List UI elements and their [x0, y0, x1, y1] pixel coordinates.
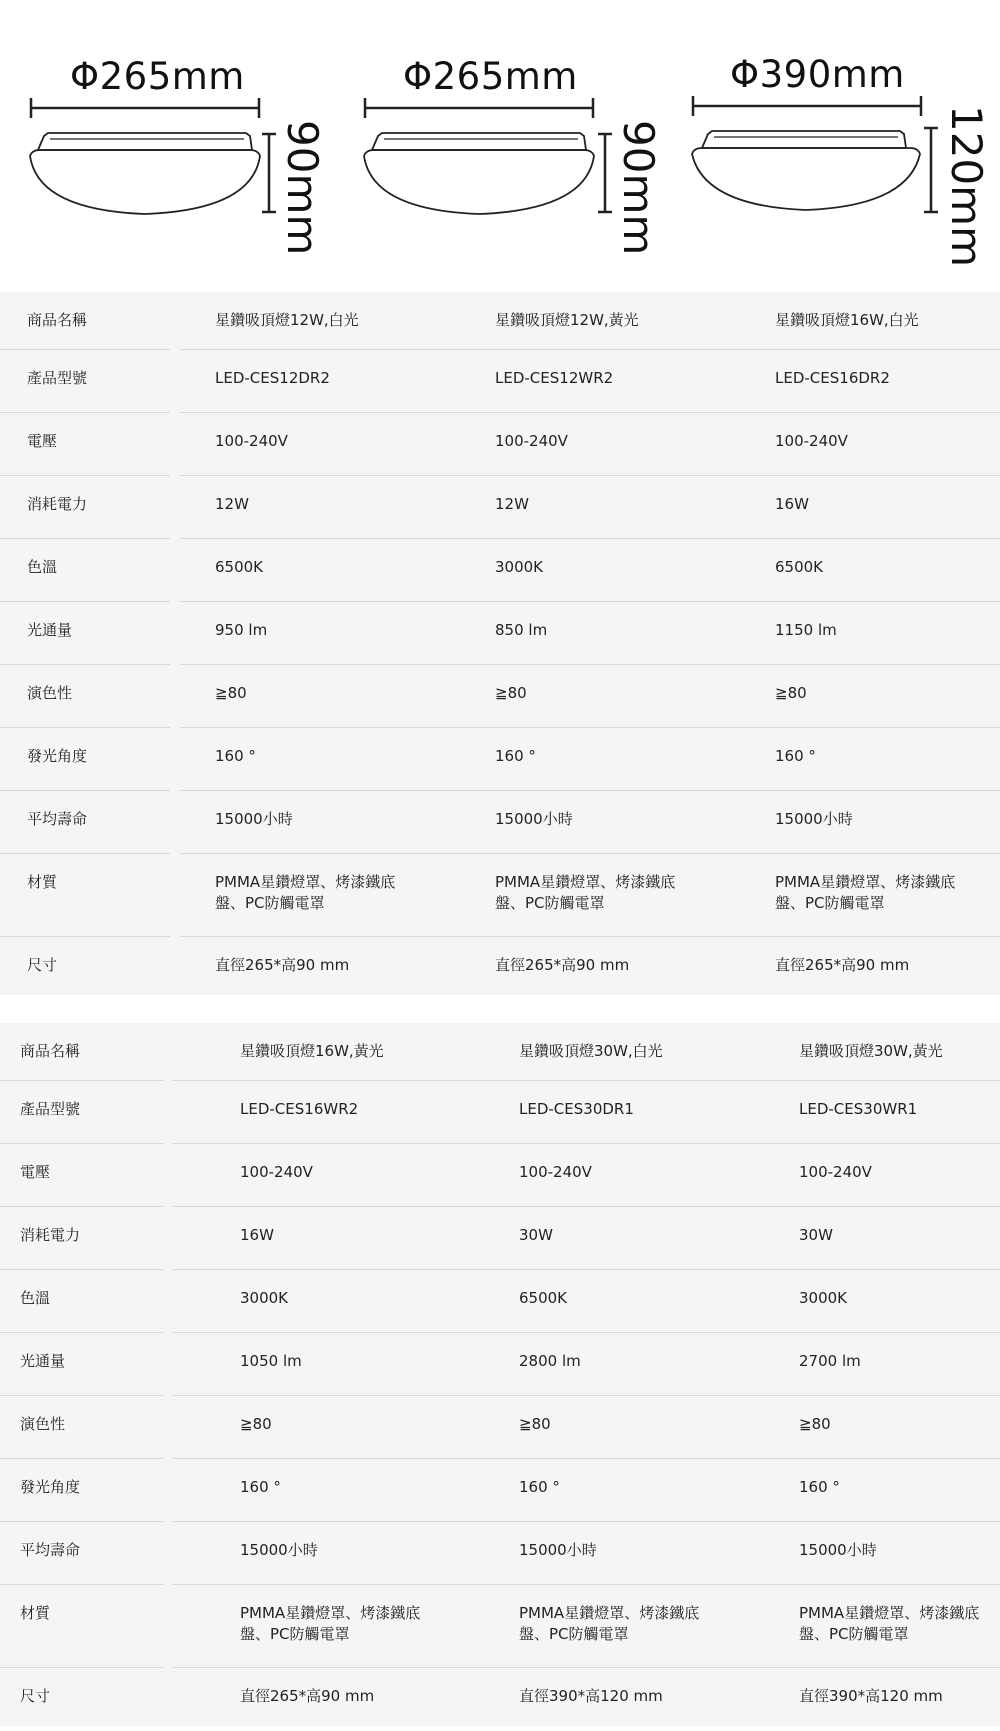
spec-value-material-2: 盤、PC防觸電罩: [775, 894, 885, 912]
spec-value-material-2: 盤、PC防觸電罩: [519, 1625, 629, 1643]
spec-row-model: [0, 350, 1000, 413]
spec-value-power: 30W: [799, 1226, 833, 1244]
row-label: 光通量: [27, 621, 73, 639]
spec-value-angle: 160 °: [215, 747, 256, 765]
spec-value-color-temp: 3000K: [799, 1289, 848, 1307]
lamp-1-diameter: Φ265mm: [70, 55, 245, 98]
spec-value-power: 12W: [215, 495, 249, 513]
spec-value-life: 15000小時: [495, 810, 573, 828]
row-label: 產品型號: [27, 369, 88, 387]
spec-value-lumen: 1150 lm: [775, 621, 837, 639]
spec-value-cri: ≧80: [799, 1415, 831, 1433]
spec-value-material-2: 盤、PC防觸電罩: [215, 894, 325, 912]
spec-table-2: [0, 1023, 1000, 1726]
lamp-3-height: 120mm: [942, 105, 991, 267]
spec-value-model: LED-CES12DR2: [215, 369, 330, 387]
spec-row-color-temp: [0, 1270, 1000, 1333]
spec-value-voltage: 100-240V: [519, 1163, 592, 1181]
spec-value-power: 16W: [775, 495, 809, 513]
spec-value-life: 15000小時: [775, 810, 853, 828]
spec-row-material: [0, 854, 1000, 937]
spec-row-life: [0, 1522, 1000, 1585]
spec-value-life: 15000小時: [799, 1541, 877, 1559]
row-label: 色溫: [27, 558, 58, 576]
spec-value-life: 15000小時: [215, 810, 293, 828]
spec-value-material-2: 盤、PC防觸電罩: [799, 1625, 909, 1643]
spec-row-name: [0, 292, 1000, 350]
spec-value-name: 星鑽吸頂燈12W,黃光: [495, 311, 639, 329]
lamp-2-diameter: Φ265mm: [403, 55, 578, 98]
lamp-outlines: [0, 0, 1000, 290]
spec-row-cri: [0, 665, 1000, 728]
spec-row-cri: [0, 1396, 1000, 1459]
spec-value-name: 星鑽吸頂燈12W,白光: [215, 311, 359, 329]
spec-value-cri: ≧80: [215, 684, 247, 702]
spec-value-voltage: 100-240V: [799, 1163, 872, 1181]
spec-value-material-1: PMMA星鑽燈罩、烤漆鐵底: [775, 873, 956, 891]
spec-row-lumen: [0, 1333, 1000, 1396]
spec-row-power: [0, 1207, 1000, 1270]
spec-value-model: LED-CES16DR2: [775, 369, 890, 387]
spec-value-model: LED-CES12WR2: [495, 369, 614, 387]
spec-value-name: 星鑽吸頂燈30W,黃光: [799, 1042, 943, 1060]
spec-value-voltage: 100-240V: [495, 432, 568, 450]
spec-value-power: 12W: [495, 495, 529, 513]
spec-value-color-temp: 3000K: [495, 558, 544, 576]
spec-value-material-2: 盤、PC防觸電罩: [495, 894, 605, 912]
spec-value-model: LED-CES30WR1: [799, 1100, 918, 1118]
spec-value-color-temp: 6500K: [215, 558, 264, 576]
spec-value-lumen: 1050 lm: [240, 1352, 302, 1370]
row-label: 尺寸: [27, 956, 58, 974]
row-label: 演色性: [20, 1415, 66, 1433]
spec-row-angle: [0, 728, 1000, 791]
spec-value-color-temp: 3000K: [240, 1289, 289, 1307]
spec-row-power: [0, 476, 1000, 539]
row-label: 平均壽命: [27, 810, 88, 828]
spec-value-power: 30W: [519, 1226, 553, 1244]
row-label: 尺寸: [20, 1687, 51, 1705]
spec-value-material-1: PMMA星鑽燈罩、烤漆鐵底: [495, 873, 676, 891]
spec-value-cri: ≧80: [519, 1415, 551, 1433]
spec-value-size: 直徑265*高90 mm: [775, 956, 910, 974]
spec-value-size: 直徑265*高90 mm: [495, 956, 630, 974]
spec-value-name: 星鑽吸頂燈16W,黃光: [240, 1042, 384, 1060]
lamp-1-height: 90mm: [278, 120, 327, 256]
spec-value-material-1: PMMA星鑽燈罩、烤漆鐵底: [519, 1604, 700, 1622]
spec-value-color-temp: 6500K: [519, 1289, 568, 1307]
spec-value-model: LED-CES30DR1: [519, 1100, 634, 1118]
spec-row-angle: [0, 1459, 1000, 1522]
spec-row-model: [0, 1081, 1000, 1144]
lamp-3-diameter: Φ390mm: [730, 53, 905, 96]
row-label: 發光角度: [27, 747, 88, 765]
row-label: 消耗電力: [27, 495, 88, 513]
row-label: 材質: [20, 1604, 51, 1622]
row-label: 電壓: [27, 432, 58, 450]
spec-value-name: 星鑽吸頂燈16W,白光: [775, 311, 919, 329]
spec-row-name: [0, 1023, 1000, 1081]
spec-value-name: 星鑽吸頂燈30W,白光: [519, 1042, 663, 1060]
spec-value-voltage: 100-240V: [215, 432, 288, 450]
spec-row-voltage: [0, 413, 1000, 476]
row-label: 演色性: [27, 684, 73, 702]
row-label: 平均壽命: [20, 1541, 81, 1559]
spec-value-angle: 160 °: [799, 1478, 840, 1496]
spec-value-life: 15000小時: [240, 1541, 318, 1559]
spec-value-lumen: 2800 lm: [519, 1352, 581, 1370]
spec-row-voltage: [0, 1144, 1000, 1207]
spec-row-material: [0, 1585, 1000, 1668]
spec-value-angle: 160 °: [495, 747, 536, 765]
spec-value-material-1: PMMA星鑽燈罩、烤漆鐵底: [240, 1604, 421, 1622]
spec-row-life: [0, 791, 1000, 854]
row-label: 商品名稱: [27, 311, 88, 329]
spec-value-material-1: PMMA星鑽燈罩、烤漆鐵底: [799, 1604, 980, 1622]
row-label: 產品型號: [20, 1100, 81, 1118]
row-label: 消耗電力: [20, 1226, 81, 1244]
row-label: 電壓: [20, 1163, 51, 1181]
spec-row-size: [0, 1668, 1000, 1726]
row-label: 材質: [27, 873, 58, 891]
spec-value-model: LED-CES16WR2: [240, 1100, 359, 1118]
spec-value-lumen: 2700 lm: [799, 1352, 861, 1370]
row-label: 發光角度: [20, 1478, 81, 1496]
spec-value-angle: 160 °: [519, 1478, 560, 1496]
spec-value-size: 直徑390*高120 mm: [519, 1687, 663, 1705]
spec-value-angle: 160 °: [775, 747, 816, 765]
spec-row-lumen: [0, 602, 1000, 665]
spec-value-angle: 160 °: [240, 1478, 281, 1496]
spec-value-voltage: 100-240V: [775, 432, 848, 450]
spec-value-cri: ≧80: [495, 684, 527, 702]
spec-value-power: 16W: [240, 1226, 274, 1244]
spec-value-lumen: 850 lm: [495, 621, 548, 639]
spec-value-lumen: 950 lm: [215, 621, 268, 639]
row-label: 商品名稱: [20, 1042, 81, 1060]
spec-value-cri: ≧80: [775, 684, 807, 702]
spec-value-life: 15000小時: [519, 1541, 597, 1559]
dimension-diagrams: [0, 0, 1000, 290]
spec-value-material-2: 盤、PC防觸電罩: [240, 1625, 350, 1643]
lamp-2-height: 90mm: [614, 120, 663, 256]
spec-value-size: 直徑265*高90 mm: [215, 956, 350, 974]
spec-value-voltage: 100-240V: [240, 1163, 313, 1181]
spec-value-cri: ≧80: [240, 1415, 272, 1433]
spec-value-size: 直徑265*高90 mm: [240, 1687, 375, 1705]
spec-value-size: 直徑390*高120 mm: [799, 1687, 943, 1705]
row-label: 光通量: [20, 1352, 66, 1370]
spec-row-size: [0, 937, 1000, 995]
spec-value-material-1: PMMA星鑽燈罩、烤漆鐵底: [215, 873, 396, 891]
spec-value-color-temp: 6500K: [775, 558, 824, 576]
spec-row-color-temp: [0, 539, 1000, 602]
spec-table-1: [0, 292, 1000, 995]
row-label: 色溫: [20, 1289, 51, 1307]
